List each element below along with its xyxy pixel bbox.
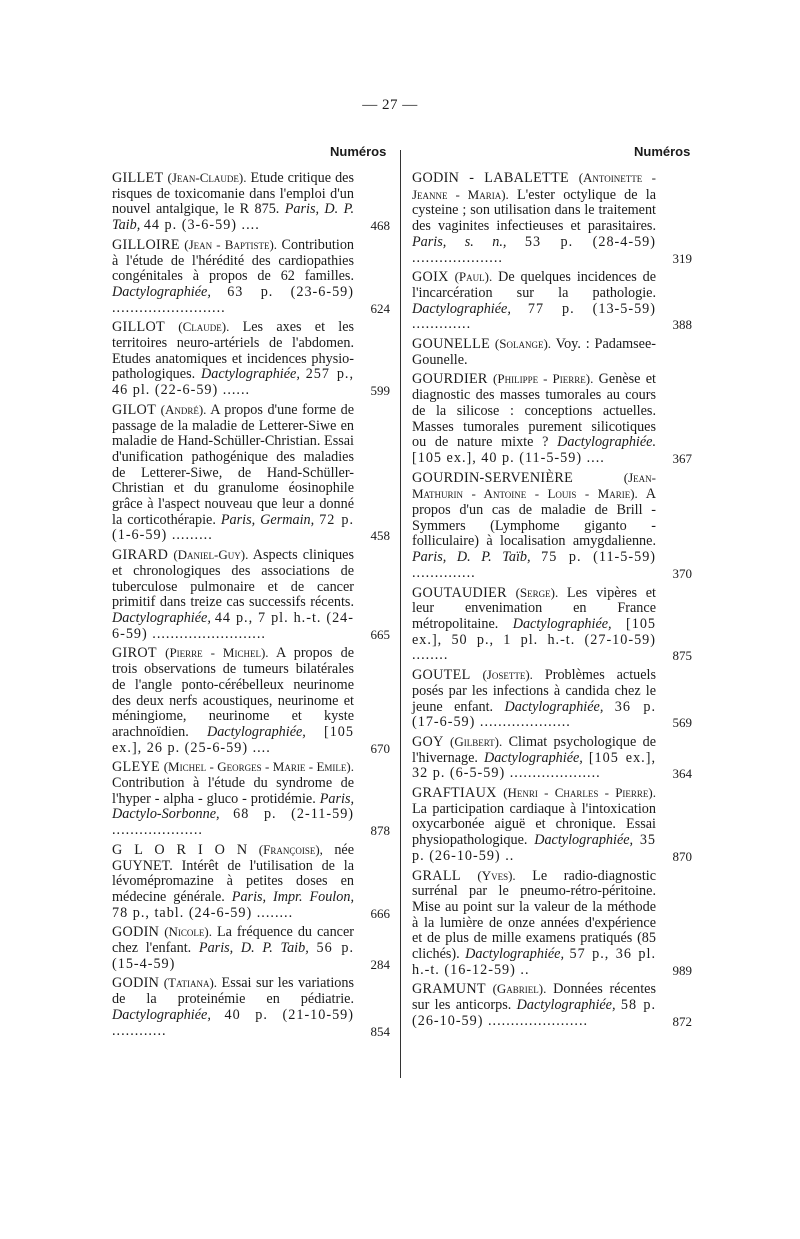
thesis-number: 599 [370, 383, 390, 399]
column-divider [400, 150, 401, 1078]
thesis-title: A propos d'une forme de passage de la maladie de Letterer-Siwe en maladie de Hand-Schüller-Christian. Essai d'unification pathogénique des maladies de Letterer-Siwe, de Hand-Schüller-Christian et du granulome éosinophile grâce à l'aspect nouveau que leur a donné la corticothérapie. [112, 401, 355, 528]
thesis-title: L'ester octylique de la cysteine ; son utilisation dans le traitement des vaginites infectieuses et parasitaires. [412, 186, 656, 235]
thesis-title: Problèmes actuels posés par les infections à candida chez le jeune enfant. [412, 667, 657, 715]
author-surname: GIROT [112, 645, 157, 662]
thesis-number: 666 [370, 905, 390, 921]
author-surname: GOUNELLE [412, 336, 491, 353]
thesis-number: 458 [370, 528, 390, 544]
author-surname: GOURDIER [412, 371, 488, 388]
publication-details: 77 p. (13-5-59) ............. [412, 300, 656, 333]
thesis-number: 670 [370, 740, 390, 756]
thesis-number: 364 [672, 766, 692, 782]
thesis-title: Les axes et les territoires neuro-artériels de l'abdomen. Etudes anatomiques et incidences physio-pathologiques. [112, 319, 355, 383]
author-surname: GRALL [412, 867, 461, 884]
publication-details: 63 p. (23-6-59) ......................... [112, 283, 355, 316]
publisher: Paris, D. P. Taib, [198, 940, 309, 957]
publisher: Paris, D. P. Taib, [112, 201, 354, 234]
publication-details: 56 p. (15-4-59) [112, 940, 355, 972]
thesis-number: 624 [370, 300, 390, 316]
bibliography-entry [412, 470, 692, 582]
column-header-left: Numéros [330, 144, 387, 159]
page-number: — 27 — [362, 97, 418, 113]
author-surname: GRAMUNT [412, 981, 486, 998]
bibliography-entry [112, 170, 390, 234]
bibliography-entry [112, 975, 390, 1039]
publication-details: 257 p., 46 pl. (22-6-59) ...... [112, 366, 354, 399]
publisher: Dactylographiée, [412, 300, 511, 317]
bibliography-entry [112, 237, 390, 317]
thesis-title: Climat psychologique de l'hivernage. [412, 733, 657, 766]
thesis-number: 872 [672, 1013, 692, 1029]
publisher: Dactylographiée, [112, 609, 211, 626]
author-given-names: (Tatiana). [163, 975, 218, 991]
publication-details: 75 p. (11-5-59) .............. [412, 549, 657, 581]
author-given-names: (Josette). [482, 667, 533, 683]
thesis-number: 367 [672, 450, 692, 466]
author-given-names: (Yves). [477, 867, 516, 883]
author-given-names: (Michel - Georges - Marie - Emile). [163, 759, 355, 775]
bibliography-entry [112, 924, 390, 972]
thesis-title: La fréquence du cancer chez l'enfant. [112, 924, 355, 957]
right-column [412, 170, 692, 1033]
publisher: Paris, D. P. Taïb, [412, 549, 531, 566]
bibliography-entry [412, 981, 692, 1029]
bibliography-entry [412, 868, 692, 979]
thesis-title: Voy. : Padamsee-Gounelle. [412, 336, 657, 368]
publication-details: 40 p. (21-10-59) ............ [112, 1006, 354, 1039]
publication-details: 57 p., 36 pl. h.-t. (16-12-59) .. [412, 946, 657, 978]
thesis-number: 468 [370, 218, 390, 234]
thesis-number: 875 [672, 648, 692, 664]
publisher: Dactylographiée, [504, 698, 604, 715]
author-surname: GOIX [412, 269, 449, 286]
thesis-number: 388 [672, 317, 692, 333]
author-surname: GILLOT [112, 319, 166, 336]
thesis-title: Aspects cliniques et chronologiques des associations de tuberculose pulmonaire et de cancer primitif dans treize cas successifs récents. [112, 547, 354, 611]
thesis-title: De quelques incidences de l'incarcération sur la pathologie. [412, 269, 656, 301]
publication-details: 35 p. (26-10-59) .. [412, 832, 657, 864]
thesis-number: 870 [672, 848, 692, 864]
author-surname: GOUTAUDIER [412, 584, 507, 601]
author-surname: GODIN [112, 975, 160, 992]
thesis-number: 989 [672, 962, 692, 978]
publisher: Paris, Germain, [220, 511, 315, 528]
thesis-number: 569 [672, 715, 692, 731]
thesis-title: Contribution à l'étude du syndrome de l'hyper - alpha - gluco - protidémie. [112, 775, 354, 807]
publication-details: [105 ex.], 50 p., 1 pl. h.-t. (27-10-59) ........ [412, 615, 657, 664]
publisher: Dactylographiée, [534, 832, 634, 849]
publication-details: [105 ex.], 26 p. (25-6-59) .... [112, 723, 354, 756]
publisher: Dactylographiée, [512, 615, 612, 632]
publication-details: 78 p., tabl. (24-6-59) ........ [112, 904, 294, 921]
author-surname: GLEYE [112, 759, 160, 776]
thesis-number: 854 [370, 1023, 390, 1039]
thesis-number: 319 [672, 250, 692, 266]
thesis-number: 878 [370, 823, 390, 839]
author-surname: GILLET [112, 170, 164, 186]
author-given-names: (Jean-Claude). [167, 170, 247, 185]
bibliography-entry [112, 759, 390, 839]
publisher: Paris, Dactylo-Sorbonne, [112, 790, 355, 823]
author-given-names: (Nicole). [164, 924, 212, 940]
author-given-names: (André). [160, 401, 207, 417]
publication-details: [105 ex.], 32 p. (6-5-59) .................... [412, 749, 656, 782]
thesis-title: La participation cardiaque à l'intoxication oxycarbonée aiguë et chronique. Essai physiopathologique. [412, 800, 656, 849]
bibliography-entry [112, 402, 390, 544]
author-surname: GOUTEL [412, 667, 471, 684]
author-given-names: (Antoinette - Jeanne - Maria). [412, 170, 656, 202]
publication-details: 53 p. (28-4-59) .................... [412, 233, 657, 266]
publisher: Dactylographiée, [465, 946, 565, 963]
author-surname: GILLOIRE [112, 236, 180, 253]
bibliography-entry [412, 734, 692, 782]
bibliography-entry [412, 667, 692, 731]
thesis-title: Les vipères et leur envenimation en France métropolitaine. [412, 584, 656, 632]
author-given-names: (Françoise), [258, 841, 323, 857]
bibliography-entry [112, 547, 390, 642]
author-given-names: (Claude). [178, 319, 230, 335]
author-surname: G L O R I O N [112, 841, 248, 858]
bibliography-entry [112, 319, 390, 399]
publication-details: 58 p. (26-10-59) ...................... [412, 997, 657, 1029]
left-column [112, 170, 390, 1042]
publisher: Dactylographiée, [200, 366, 300, 383]
author-given-names: (Gabriel). [492, 981, 547, 997]
author-surname: GODIN [112, 924, 160, 941]
bibliography-entry [412, 336, 692, 368]
author-surname: GOURDIN-SERVENIÈRE [412, 469, 574, 486]
bibliography-entry [412, 785, 692, 865]
thesis-title: Essai sur les variations de la proteinémie en pédiatrie. [112, 975, 354, 1008]
author-surname: GOY [412, 733, 444, 750]
publisher: Dactylographiée, [206, 723, 306, 740]
thesis-number: 370 [672, 565, 692, 581]
publisher: Dactylographiée, [483, 749, 583, 766]
author-given-names: (Solange). [494, 336, 552, 352]
author-surname: GIRARD [112, 547, 169, 564]
bibliography-entry [112, 842, 390, 922]
author-given-names: (Jean - Baptiste). [184, 236, 278, 252]
author-given-names: (Jean-Mathurin - Antoine - Louis - Marie). [412, 469, 656, 502]
publication-details: 36 p. (17-6-59) .................... [412, 698, 656, 731]
author-given-names: (Gilbert). [449, 733, 503, 749]
thesis-title: A propos de trois observations de tumeurs bilatérales de l'angle ponto-cérébelleux neurinome des deux nerfs acoustiques, neurinome et méningiome, neurinome et kyste arachnoïdien. [112, 645, 354, 740]
publisher: Dactylographiée, [516, 997, 616, 1014]
publication-details: 44 p. (3-6-59) .... [143, 217, 260, 234]
bibliography-entry [412, 585, 692, 665]
author-given-names: (Paul). [454, 269, 493, 285]
thesis-title: Données récentes sur les anticorps. [412, 981, 656, 1014]
thesis-title: Etude critique des risques de toxicomanie dans l'emploi d'un nouvel antalgique, le R 875. [112, 170, 354, 218]
publication-details: 44 p., 7 pl. h.-t. (24-6-59) ......................... [112, 609, 355, 642]
bibliography-entry [412, 170, 692, 266]
author-given-names: (Pierre - Michel). [165, 645, 269, 661]
author-given-names: (Henri - Charles - Pierre). [503, 785, 656, 801]
author-surname: GRAFTIAUX [412, 785, 497, 802]
thesis-number: 665 [370, 626, 390, 642]
column-header-right: Numéros [634, 144, 691, 159]
bibliography-entry [412, 269, 692, 333]
thesis-title: Genèse et diagnostic des masses tumorales au cours de la silicose : conceptions actuelles. Masses tumorales purement silicotiques ou de nature mixte ? [412, 371, 657, 451]
publisher: Paris, s. n., [412, 233, 507, 250]
publication-details: 72 p. (1-6-59) ......... [112, 511, 355, 544]
thesis-title: née GUYNET. Intérêt de l'utilisation de la lévomépromazine à petites doses en médecine générale. [112, 841, 355, 905]
thesis-title: Le radio-diagnostic surrénal par le pneumo-rétro-péritoine. Mise au point sur la valeur de la méthode à la lumière de onze années d'expérience et de plus de mille examens pratiqués (85 clichés). [412, 867, 656, 963]
author-given-names: (Daniel-Guy). [173, 547, 249, 563]
publisher: Dactylographiée. [557, 434, 657, 451]
author-given-names: (Philippe - Pierre). [493, 371, 594, 387]
bibliography-entry [412, 371, 692, 466]
thesis-title: A propos d'un cas de maladie de Brill - Symmers (Lymphome giganto - folliculaire) à localisation amygdalienne. [412, 486, 657, 550]
publisher: Dactylographiée, [112, 1006, 211, 1023]
publication-details: 68 p. (2-11-59) .................... [112, 806, 355, 839]
thesis-number: 284 [370, 956, 390, 972]
author-surname: GODIN - LABALETTE [412, 170, 569, 186]
thesis-title: Contribution à l'étude de l'hérédité des cardiopathies congénitales à propos de 62 familles. [112, 236, 355, 285]
publisher: Paris, Impr. Foulon, [231, 888, 354, 905]
publisher: Dactylographiée, [112, 283, 211, 300]
bibliography-entry [112, 645, 390, 756]
publication-details: [105 ex.], 40 p. (11-5-59) .... [412, 449, 605, 466]
author-surname: GILOT [112, 401, 157, 418]
author-given-names: (Serge). [515, 584, 559, 600]
